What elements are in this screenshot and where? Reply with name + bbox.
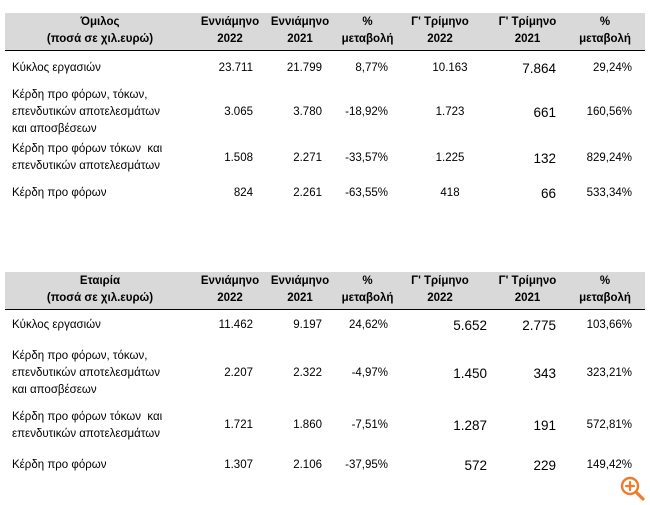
cell-nine-month-2022: 3.065 <box>224 105 253 118</box>
header-entity-title: Όμιλος <box>80 16 120 29</box>
cell-q3-change: 572,81% <box>586 419 632 431</box>
cell-q3-change: 160,56% <box>586 105 632 118</box>
row-label: Κέρδη προ φόρων τόκων και επενδυτικών αποτελεσμάτων <box>12 143 163 172</box>
header-nine-month-2022 <box>195 13 265 50</box>
table-header-row <box>5 13 645 50</box>
cell-q3-2022: 1.450 <box>453 365 487 381</box>
cell-nine-month-change: 8,77% <box>355 61 388 74</box>
header-line-2: 2021 <box>514 33 541 46</box>
header-line-1: Εννιάμηνο <box>270 16 330 29</box>
cell-q3-2022: 1.225 <box>435 151 465 164</box>
cell-q3-2021: 7.864 <box>522 60 556 76</box>
cell-nine-month-2022: 23.711 <box>218 61 253 74</box>
header-q3-change <box>565 13 645 50</box>
header-line-1: Εννιάμηνο <box>200 16 260 29</box>
company-results-table <box>5 272 645 484</box>
header-line-2: 2022 <box>427 292 453 305</box>
cell-q3-2021: 132 <box>533 150 556 166</box>
cell-q3-change: 103,66% <box>586 318 632 331</box>
table-row <box>5 138 645 178</box>
header-line-2: 2022 <box>217 292 243 305</box>
header-nine-month-2021 <box>265 272 335 309</box>
table-body <box>5 50 645 208</box>
cell-q3-2022: 572 <box>464 457 487 473</box>
cell-q3-2021: 2.775 <box>522 317 556 333</box>
cell-nine-month-change: -18,92% <box>345 105 388 118</box>
header-line-1: % <box>599 275 611 288</box>
header-line-2: 2021 <box>287 33 313 46</box>
header-line-1: Εννιάμηνο <box>270 275 330 288</box>
cell-q3-change: 149,42% <box>586 458 632 471</box>
table-row <box>5 178 645 208</box>
row-label: Κύκλος εργασιών <box>12 61 101 74</box>
cell-nine-month-2021: 1.860 <box>293 419 322 431</box>
table-header-row <box>5 272 645 309</box>
header-nine-month-change <box>335 272 400 309</box>
zoom-in-icon[interactable] <box>619 475 646 502</box>
cell-nine-month-2022: 2.207 <box>224 366 253 379</box>
cell-q3-change: 533,34% <box>586 186 632 199</box>
table-row <box>5 341 645 405</box>
table-row <box>5 50 645 86</box>
header-entity <box>5 272 195 309</box>
cell-nine-month-2021: 9.197 <box>293 318 322 331</box>
header-q3-2021 <box>490 13 565 50</box>
cell-nine-month-change: -4,97% <box>351 366 388 379</box>
cell-q3-change: 829,24% <box>586 151 632 164</box>
header-q3-2021 <box>490 272 565 309</box>
zoom-in-button[interactable] <box>619 475 646 502</box>
header-line-1: Γ' Τρίμηνο <box>498 16 557 29</box>
row-label: Κέρδη προ φόρων, τόκων, επενδυτικών αποτελεσμάτων και αποσβέσεων <box>12 88 160 135</box>
header-line-2: μεταβολή <box>579 292 631 305</box>
header-line-1: Εννιάμηνο <box>200 275 260 288</box>
cell-nine-month-change: -63,55% <box>345 186 388 199</box>
header-line-2: 2021 <box>514 292 541 305</box>
cell-q3-change: 29,24% <box>592 61 632 74</box>
row-label: Κέρδη προ φόρων τόκων και επενδυτικών αποτελεσμάτων <box>12 410 163 440</box>
header-entity-subtitle: (ποσά σε χιλ.ευρώ) <box>46 33 154 46</box>
header-line-1: Γ' Τρίμηνο <box>498 275 557 288</box>
header-q3-change <box>565 272 645 309</box>
cell-q3-2021: 191 <box>533 418 556 433</box>
table-body <box>5 309 645 484</box>
header-line-1: % <box>362 16 373 29</box>
row-label: Κέρδη προ φόρων, τόκων, επενδυτικών αποτελεσμάτων και αποσβέσεων <box>12 349 160 396</box>
header-entity-title: Εταιρία <box>79 275 121 288</box>
header-nine-month-change <box>335 13 400 50</box>
group-results-table <box>5 13 645 208</box>
cell-q3-2021: 229 <box>533 457 556 473</box>
cell-q3-2022: 1.287 <box>453 418 487 433</box>
row-label: Κέρδη προ φόρων <box>12 186 107 199</box>
cell-nine-month-2022: 1.721 <box>224 419 253 431</box>
header-line-2: μεταβολή <box>341 292 394 305</box>
cell-q3-2021: 661 <box>533 104 556 120</box>
header-line-2: 2022 <box>217 33 243 46</box>
cell-nine-month-2021: 2.261 <box>293 186 322 199</box>
header-entity-subtitle: (ποσά σε χιλ.ευρώ) <box>46 292 154 305</box>
table-row <box>5 86 645 138</box>
cell-q3-2021: 343 <box>533 365 556 381</box>
header-line-2: 2021 <box>287 292 313 305</box>
row-label: Κέρδη προ φόρων <box>12 458 107 471</box>
cell-nine-month-2021: 21.799 <box>286 61 322 74</box>
cell-q3-2022: 10.163 <box>432 61 468 74</box>
cell-nine-month-change: -33,57% <box>345 151 388 164</box>
table-row <box>5 309 645 341</box>
cell-q3-change: 323,21% <box>586 366 632 379</box>
cell-nine-month-change: -37,95% <box>345 458 388 471</box>
cell-q3-2022: 5.652 <box>453 317 487 333</box>
cell-q3-2022: 1.723 <box>435 105 465 118</box>
cell-nine-month-2022: 1.307 <box>224 458 253 471</box>
cell-nine-month-2022: 1.508 <box>224 151 253 164</box>
table-row <box>5 446 645 484</box>
header-line-1: % <box>362 275 373 288</box>
header-q3-2022 <box>400 13 490 50</box>
header-q3-2022 <box>400 272 490 309</box>
cell-nine-month-2021: 2.271 <box>293 151 322 164</box>
header-line-2: μεταβολή <box>579 33 631 46</box>
header-line-1: Γ' Τρίμηνο <box>411 275 469 288</box>
cell-nine-month-2021: 3.780 <box>293 105 322 118</box>
cell-q3-2022: 418 <box>440 186 460 199</box>
cell-nine-month-2021: 2.106 <box>293 458 322 471</box>
header-nine-month-2021 <box>265 13 335 50</box>
cell-nine-month-2022: 11.462 <box>218 318 253 331</box>
cell-nine-month-change: -7,51% <box>351 419 388 431</box>
header-line-1: Γ' Τρίμηνο <box>411 16 469 29</box>
header-nine-month-2022 <box>195 272 265 309</box>
table-row <box>5 405 645 446</box>
cell-nine-month-2021: 2.322 <box>293 366 322 379</box>
header-line-2: μεταβολή <box>341 33 394 46</box>
row-label: Κύκλος εργασιών <box>12 318 101 331</box>
header-entity <box>5 13 195 50</box>
cell-nine-month-2022: 824 <box>233 186 253 199</box>
header-line-1: % <box>599 16 611 29</box>
cell-q3-2021: 66 <box>540 185 556 201</box>
header-line-2: 2022 <box>427 33 453 46</box>
cell-nine-month-change: 24,62% <box>348 318 388 331</box>
